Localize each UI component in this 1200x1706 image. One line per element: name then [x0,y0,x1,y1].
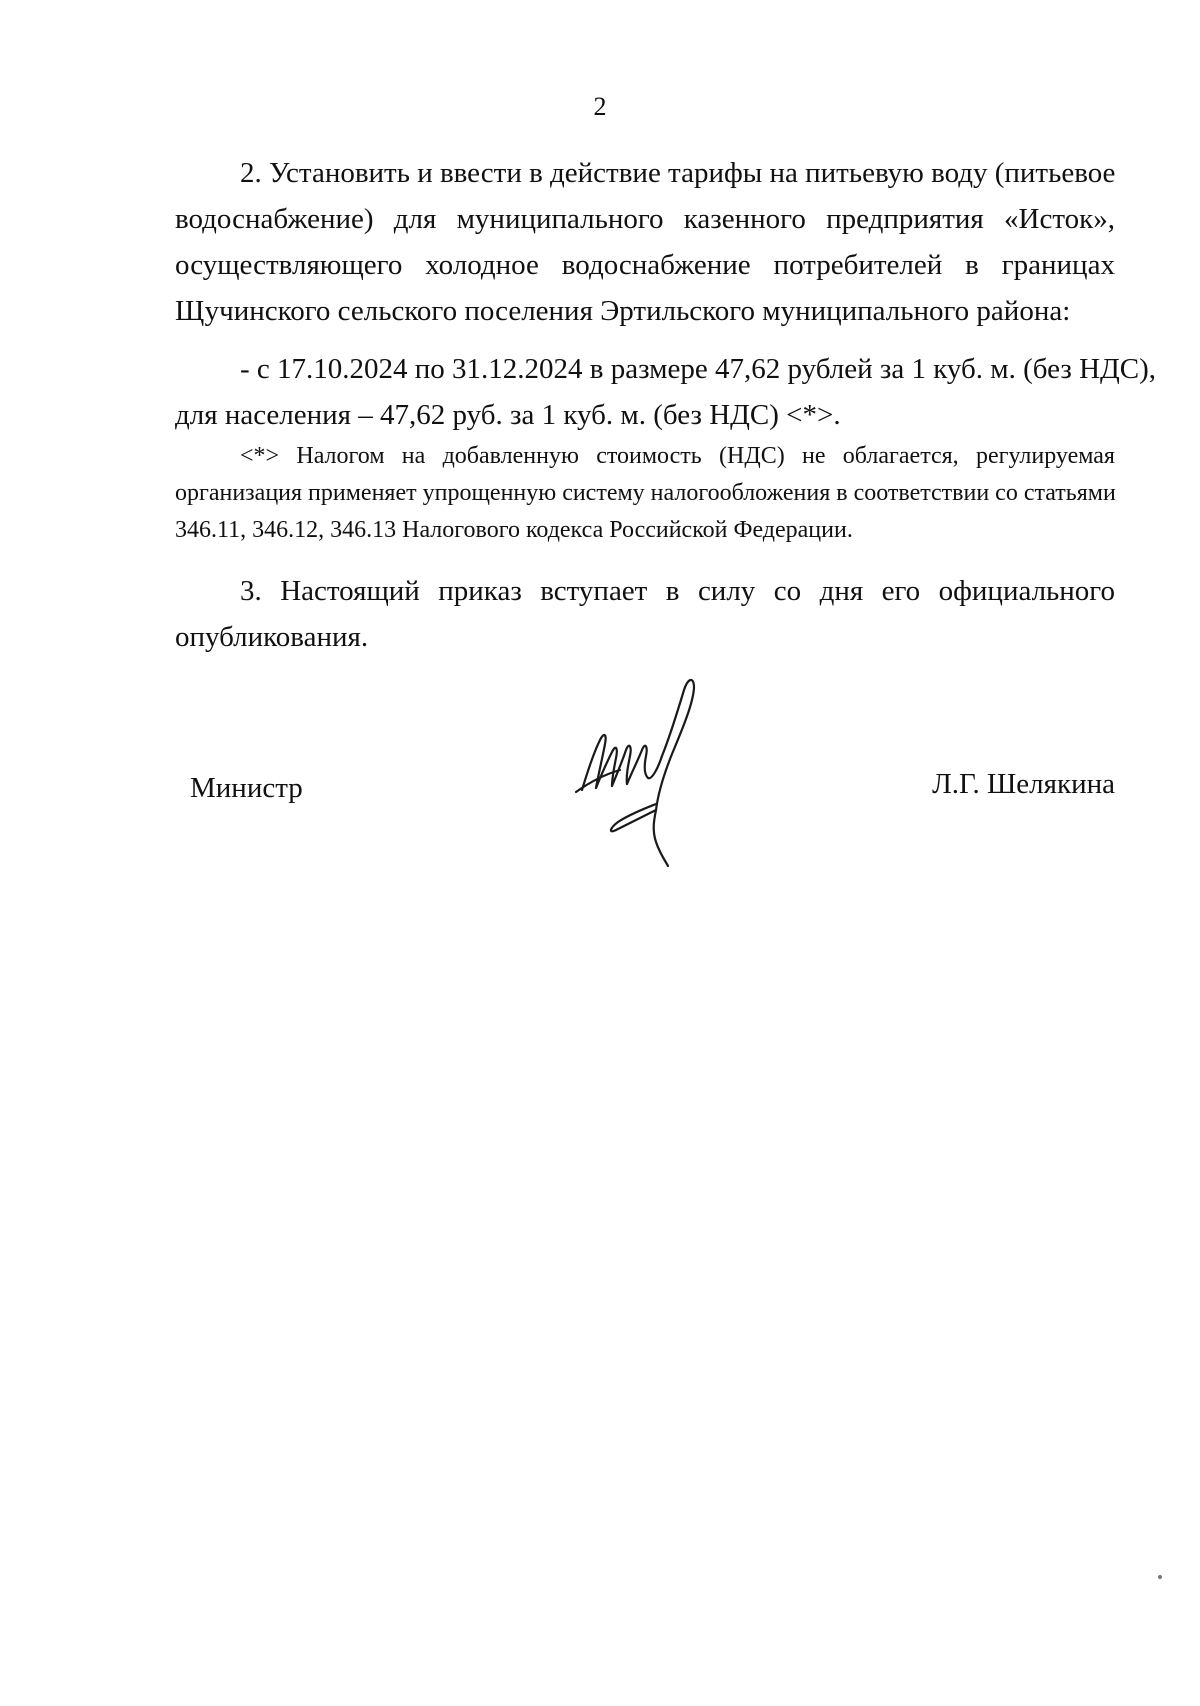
word: Налогом [296,443,385,469]
paragraph-item-3 [175,568,1115,660]
word: муниципального [456,203,664,235]
item-3-line-2: опубликования. [175,621,369,653]
handwritten-signature [560,670,730,870]
word: силу [697,575,756,607]
item-3-line-1 [175,568,1115,614]
word: холодное [425,249,539,281]
signatory-position: Министр [190,772,303,804]
word: официального [938,575,1115,607]
word: приказ [438,575,522,607]
word: вступает [540,575,648,607]
page-number: 2 [593,92,607,121]
signatory-name: Л.Г. Шелякина [932,768,1115,800]
word: 3. [240,575,262,607]
word: осуществляющего [175,249,403,281]
item-2-line-4: Щучинского сельского поселения Эртильского муниципального района: [175,295,1071,327]
word: облагается, [842,443,959,469]
word: на [401,443,426,469]
scan-speck [1157,1574,1162,1579]
tariff-paragraph [175,346,1157,438]
word: в [965,249,979,281]
paragraph-item-2 [175,150,1115,334]
item-2-line-2 [175,196,1115,242]
footnote-paragraph [175,438,1115,549]
word: для [393,203,437,235]
footnote-line-2: организация применяет упрощенную систему налогообложения в соответствии со статьями [175,480,1116,506]
word: дня [819,575,864,607]
word: границах [1001,249,1115,281]
word: предприятия [826,203,984,235]
word: в [665,575,680,607]
item-2-line-1: 2. Установить и ввести в действие тарифы на питьевую воду (питьевое [240,157,1116,189]
footnote-line-1 [175,438,1115,475]
word: Настоящий [280,575,420,607]
footnote-line-3: 346.11, 346.12, 346.13 Налогового кодекса Российской Федерации. [175,517,853,543]
word: потребителей [773,249,943,281]
signature-block [175,670,1115,870]
word: не [802,443,826,469]
tariff-line-2: для населения – 47,62 руб. за 1 куб. м. (без НДС) <*>. [175,399,841,431]
word: <*> [240,443,280,469]
word: (НДС) [719,443,785,469]
word: добавленную [442,443,579,469]
word: его [881,575,921,607]
word: стоимость [596,443,702,469]
word: «Исток», [1004,203,1115,235]
word: водоснабжение [561,249,751,281]
word: казенного [683,203,806,235]
word: регулируемая [975,443,1115,469]
item-2-line-3 [175,242,1115,288]
word: водоснабжение) [175,203,374,235]
word: со [773,575,802,607]
tariff-line-1: - с 17.10.2024 по 31.12.2024 в размере 47,62 рублей за 1 куб. м. (без НДС), [240,353,1157,385]
